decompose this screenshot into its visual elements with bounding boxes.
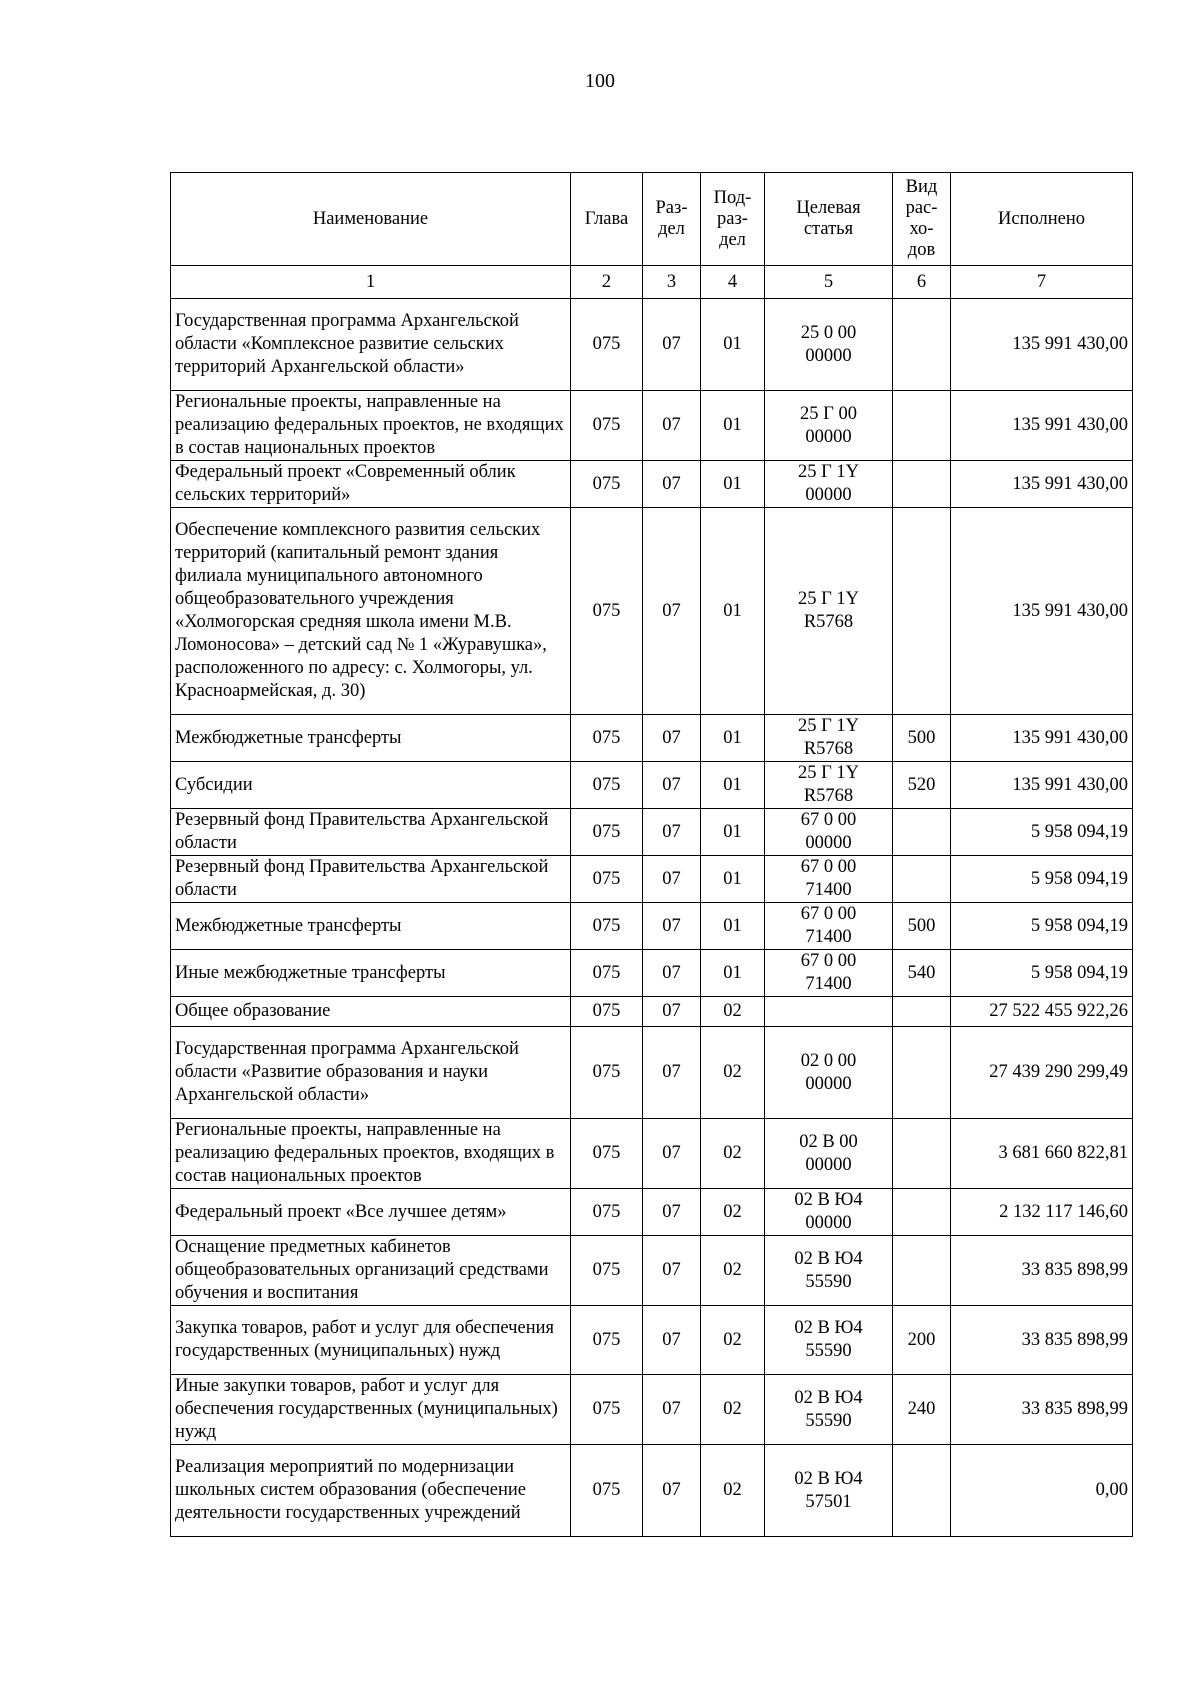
column-number: 6 — [893, 266, 951, 299]
row-target: 25 Г 1Y R5768 — [765, 715, 893, 762]
row-name: Оснащение предметных кабинетов общеобразовательных организаций средствами обучения и воспитания — [171, 1236, 571, 1306]
row-target: 02 В 00 00000 — [765, 1119, 893, 1189]
row-executed: 27 439 290 299,49 — [951, 1027, 1133, 1119]
row-chapter: 075 — [571, 1119, 643, 1189]
row-kind — [893, 461, 951, 508]
row-kind: 500 — [893, 903, 951, 950]
row-target: 25 Г 1Y R5768 — [765, 508, 893, 715]
row-kind — [893, 1027, 951, 1119]
row-name: Государственная программа Архангельской области «Комплексное развитие сельских территорий Архангельской области» — [171, 299, 571, 391]
header-subsection: Под- раз- дел — [701, 173, 765, 266]
row-chapter: 075 — [571, 1306, 643, 1375]
row-subsection: 02 — [701, 997, 765, 1027]
row-subsection: 02 — [701, 1119, 765, 1189]
row-executed: 135 991 430,00 — [951, 461, 1133, 508]
row-name: Иные межбюджетные трансферты — [171, 950, 571, 997]
budget-table — [170, 172, 1133, 1537]
table-row — [171, 1119, 1133, 1189]
row-chapter: 075 — [571, 391, 643, 461]
table-row — [171, 299, 1133, 391]
row-subsection: 02 — [701, 1445, 765, 1537]
header-name: Наименование — [171, 173, 571, 266]
row-executed: 5 958 094,19 — [951, 950, 1133, 997]
row-kind — [893, 809, 951, 856]
row-chapter: 075 — [571, 1189, 643, 1236]
table-row — [171, 1445, 1133, 1537]
row-target: 02 В Ю4 57501 — [765, 1445, 893, 1537]
row-kind: 540 — [893, 950, 951, 997]
row-name: Резервный фонд Правительства Архангельской области — [171, 809, 571, 856]
row-executed: 33 835 898,99 — [951, 1375, 1133, 1445]
row-target: 67 0 00 71400 — [765, 903, 893, 950]
row-name: Федеральный проект «Современный облик сельских территорий» — [171, 461, 571, 508]
row-target: 25 Г 1Y 00000 — [765, 461, 893, 508]
row-subsection: 01 — [701, 299, 765, 391]
row-name: Иные закупки товаров, работ и услуг для обеспечения государственных (муниципальных) нужд — [171, 1375, 571, 1445]
row-name: Закупка товаров, работ и услуг для обеспечения государственных (муниципальных) нужд — [171, 1306, 571, 1375]
row-section: 07 — [643, 508, 701, 715]
row-chapter: 075 — [571, 950, 643, 997]
row-chapter: 075 — [571, 856, 643, 903]
row-subsection: 01 — [701, 461, 765, 508]
row-target: 25 Г 1Y R5768 — [765, 762, 893, 809]
row-kind — [893, 1189, 951, 1236]
header-row — [171, 173, 1133, 266]
table-row — [171, 1375, 1133, 1445]
row-chapter: 075 — [571, 1445, 643, 1537]
row-target: 02 В Ю4 55590 — [765, 1236, 893, 1306]
row-subsection: 02 — [701, 1306, 765, 1375]
row-section: 07 — [643, 391, 701, 461]
table-row — [171, 1306, 1133, 1375]
row-executed: 2 132 117 146,60 — [951, 1189, 1133, 1236]
row-executed: 27 522 455 922,26 — [951, 997, 1133, 1027]
row-subsection: 01 — [701, 903, 765, 950]
header-chapter: Глава — [571, 173, 643, 266]
row-target: 02 В Ю4 00000 — [765, 1189, 893, 1236]
row-subsection: 02 — [701, 1375, 765, 1445]
row-executed: 135 991 430,00 — [951, 715, 1133, 762]
column-number: 2 — [571, 266, 643, 299]
row-section: 07 — [643, 856, 701, 903]
row-kind — [893, 508, 951, 715]
table-row — [171, 950, 1133, 997]
row-target: 02 В Ю4 55590 — [765, 1306, 893, 1375]
row-target: 25 0 00 00000 — [765, 299, 893, 391]
row-name: Региональные проекты, направленные на реализацию федеральных проектов, входящих в состав национальных проектов — [171, 1119, 571, 1189]
row-executed: 135 991 430,00 — [951, 299, 1133, 391]
header-target: Целевая статья — [765, 173, 893, 266]
row-executed: 5 958 094,19 — [951, 856, 1133, 903]
row-section: 07 — [643, 809, 701, 856]
row-subsection: 02 — [701, 1189, 765, 1236]
row-chapter: 075 — [571, 299, 643, 391]
row-kind — [893, 391, 951, 461]
row-subsection: 01 — [701, 391, 765, 461]
table-body — [171, 299, 1133, 1537]
row-kind — [893, 299, 951, 391]
row-chapter: 075 — [571, 809, 643, 856]
row-kind: 520 — [893, 762, 951, 809]
row-target: 02 В Ю4 55590 — [765, 1375, 893, 1445]
row-kind: 500 — [893, 715, 951, 762]
row-executed: 33 835 898,99 — [951, 1236, 1133, 1306]
row-section: 07 — [643, 1375, 701, 1445]
row-kind: 240 — [893, 1375, 951, 1445]
row-kind — [893, 1119, 951, 1189]
row-section: 07 — [643, 950, 701, 997]
row-section: 07 — [643, 1445, 701, 1537]
row-name: Субсидии — [171, 762, 571, 809]
row-target — [765, 997, 893, 1027]
table-row — [171, 1027, 1133, 1119]
table-row — [171, 762, 1133, 809]
row-name: Государственная программа Архангельской области «Развитие образования и науки Архангельской области» — [171, 1027, 571, 1119]
row-chapter: 075 — [571, 762, 643, 809]
column-number: 5 — [765, 266, 893, 299]
column-number: 1 — [171, 266, 571, 299]
header-kind: Вид рас- хо- дов — [893, 173, 951, 266]
row-section: 07 — [643, 997, 701, 1027]
row-name: Общее образование — [171, 997, 571, 1027]
row-executed: 135 991 430,00 — [951, 762, 1133, 809]
table-row — [171, 1236, 1133, 1306]
row-chapter: 075 — [571, 1236, 643, 1306]
row-executed: 5 958 094,19 — [951, 903, 1133, 950]
row-name: Межбюджетные трансферты — [171, 715, 571, 762]
row-section: 07 — [643, 1119, 701, 1189]
column-number-row — [171, 266, 1133, 299]
row-chapter: 075 — [571, 715, 643, 762]
row-section: 07 — [643, 762, 701, 809]
table-row — [171, 391, 1133, 461]
row-section: 07 — [643, 715, 701, 762]
row-chapter: 075 — [571, 1027, 643, 1119]
row-name: Федеральный проект «Все лучшее детям» — [171, 1189, 571, 1236]
row-chapter: 075 — [571, 903, 643, 950]
row-subsection: 02 — [701, 1027, 765, 1119]
column-number: 7 — [951, 266, 1133, 299]
row-kind — [893, 856, 951, 903]
row-subsection: 01 — [701, 950, 765, 997]
row-chapter: 075 — [571, 1375, 643, 1445]
row-name: Региональные проекты, направленные на реализацию федеральных проектов, не входящих в состав национальных проектов — [171, 391, 571, 461]
table-row — [171, 903, 1133, 950]
row-target: 67 0 00 71400 — [765, 950, 893, 997]
row-section: 07 — [643, 1306, 701, 1375]
row-section: 07 — [643, 461, 701, 508]
row-target: 02 0 00 00000 — [765, 1027, 893, 1119]
row-name: Резервный фонд Правительства Архангельской области — [171, 856, 571, 903]
row-executed: 0,00 — [951, 1445, 1133, 1537]
row-subsection: 01 — [701, 856, 765, 903]
row-kind: 200 — [893, 1306, 951, 1375]
row-name: Обеспечение комплексного развития сельских территорий (капитальный ремонт здания филиала муниципального автономного общеобразовательного учреждения «Холмогорская средняя школа имени М.В. Ломоносова» – детский сад № 1 «Журавушка», расположенного по адресу: с. Холмогоры, ул. Красноармейская, д. 30) — [171, 508, 571, 715]
row-subsection: 01 — [701, 809, 765, 856]
row-subsection: 02 — [701, 1236, 765, 1306]
row-section: 07 — [643, 903, 701, 950]
table-row — [171, 508, 1133, 715]
row-section: 07 — [643, 1189, 701, 1236]
table-row — [171, 461, 1133, 508]
row-executed: 3 681 660 822,81 — [951, 1119, 1133, 1189]
row-subsection: 01 — [701, 508, 765, 715]
table-row — [171, 809, 1133, 856]
row-chapter: 075 — [571, 461, 643, 508]
row-section: 07 — [643, 299, 701, 391]
table-row — [171, 1189, 1133, 1236]
row-executed: 33 835 898,99 — [951, 1306, 1133, 1375]
row-kind — [893, 1236, 951, 1306]
row-executed: 135 991 430,00 — [951, 391, 1133, 461]
row-kind — [893, 997, 951, 1027]
header-executed: Исполнено — [951, 173, 1133, 266]
row-subsection: 01 — [701, 715, 765, 762]
page-number: 100 — [585, 70, 615, 92]
row-target: 67 0 00 00000 — [765, 809, 893, 856]
column-number: 3 — [643, 266, 701, 299]
table-row — [171, 715, 1133, 762]
row-name: Реализация мероприятий по модернизации школьных систем образования (обеспечение деятельности государственных учреждений — [171, 1445, 571, 1537]
table-row — [171, 997, 1133, 1027]
row-chapter: 075 — [571, 997, 643, 1027]
row-section: 07 — [643, 1236, 701, 1306]
row-target: 25 Г 00 00000 — [765, 391, 893, 461]
table-row — [171, 856, 1133, 903]
column-number: 4 — [701, 266, 765, 299]
row-subsection: 01 — [701, 762, 765, 809]
row-chapter: 075 — [571, 508, 643, 715]
header-section: Раз- дел — [643, 173, 701, 266]
row-kind — [893, 1445, 951, 1537]
row-executed: 5 958 094,19 — [951, 809, 1133, 856]
row-name: Межбюджетные трансферты — [171, 903, 571, 950]
row-target: 67 0 00 71400 — [765, 856, 893, 903]
row-executed: 135 991 430,00 — [951, 508, 1133, 715]
row-section: 07 — [643, 1027, 701, 1119]
